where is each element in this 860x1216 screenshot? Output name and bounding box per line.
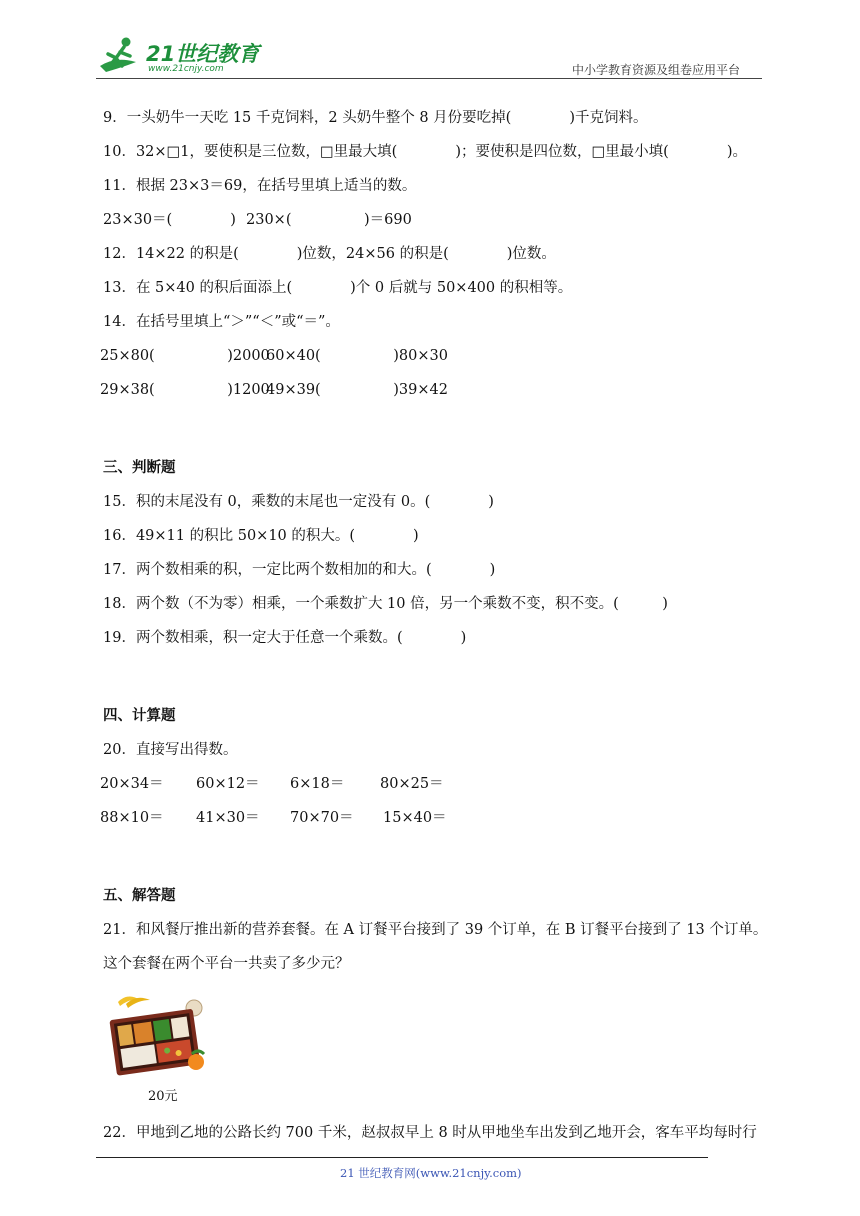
- section-title-judgement: 三、判断题: [103, 460, 176, 476]
- question-10: 10．32×□1，要使积是三位数，□里最大填( )；要使积是四位数，□里最小填( )。: [103, 144, 748, 160]
- question-12: 12．14×22 的积是( )位数，24×56 的积是( )位数。: [103, 246, 556, 262]
- logo-text: 21世纪教育: [146, 42, 260, 66]
- question-13: 13．在 5×40 的积后面添上( )个 0 后就与 50×400 的积相等。: [103, 280, 573, 296]
- question-14-part-d: 49×39( )39×42: [266, 382, 448, 398]
- question-11-part-b: 230×( )＝690: [246, 212, 412, 228]
- calc-item: 60×12＝: [196, 776, 260, 792]
- section-title-calculation: 四、计算题: [103, 708, 176, 724]
- question-15: 15．积的末尾没有 0，乘数的末尾也一定没有 0。( ): [103, 494, 494, 510]
- footer-source: 21 世纪教育网(www.21cnjy.com): [340, 1166, 522, 1180]
- calc-item: 80×25＝: [380, 776, 444, 792]
- calc-item: 20×34＝: [100, 776, 164, 792]
- question-18: 18．两个数（不为零）相乘，一个乘数扩大 10 倍，另一个乘数不变，积不变。( ): [103, 596, 668, 612]
- question-21-line-2: 这个套餐在两个平台一共卖了多少元？: [103, 956, 350, 972]
- runner-logo-icon: [96, 36, 144, 78]
- question-11-part-a: 23×30＝( ): [103, 212, 236, 228]
- footer-divider: [96, 1157, 708, 1158]
- calc-item: 15×40＝: [383, 810, 447, 826]
- logo-url: www.21cnjy.com: [148, 64, 224, 74]
- calc-item: 88×10＝: [100, 810, 164, 826]
- header-tagline: 中小学教育资源及组卷应用平台: [572, 63, 741, 77]
- price-label: 20元: [148, 1089, 178, 1104]
- question-17: 17．两个数相乘的积，一定比两个数相加的和大。( ): [103, 562, 496, 578]
- question-14: 14．在括号里填上“＞”“＜”或“＝”。: [103, 314, 340, 330]
- question-14-part-a: 25×80( )2000: [100, 348, 270, 364]
- question-11: 11．根据 23×3＝69，在括号里填上适当的数。: [103, 178, 417, 194]
- calc-item: 41×30＝: [196, 810, 260, 826]
- question-14-part-c: 29×38( )1200: [100, 382, 270, 398]
- question-20: 20．直接写出得数。: [103, 742, 238, 758]
- question-9: 9．一头奶牛一天吃 15 千克饲料，2 头奶牛整个 8 月份要吃掉( )千克饲料。: [103, 110, 648, 126]
- bento-box-image: [106, 988, 210, 1080]
- calc-item: 6×18＝: [290, 776, 345, 792]
- question-16: 16．49×11 的积比 50×10 的积大。( ): [103, 528, 419, 544]
- bento-box-icon: [106, 988, 210, 1080]
- question-21-line-1: 21．和风餐厅推出新的营养套餐。在 A 订餐平台接到了 39 个订单，在 B 订餐平台接到了 13 个订单。: [103, 922, 768, 938]
- question-19: 19．两个数相乘，积一定大于任意一个乘数。( ): [103, 630, 467, 646]
- question-22: 22．甲地到乙地的公路长约 700 千米，赵叔叔早上 8 时从甲地坐车出发到乙地开会，客车平均每时行: [103, 1125, 757, 1141]
- section-title-word-problems: 五、解答题: [103, 888, 176, 904]
- site-logo: [96, 36, 266, 78]
- header-divider: [96, 78, 762, 79]
- calc-item: 70×70＝: [290, 810, 354, 826]
- question-14-part-b: 60×40( )80×30: [266, 348, 448, 364]
